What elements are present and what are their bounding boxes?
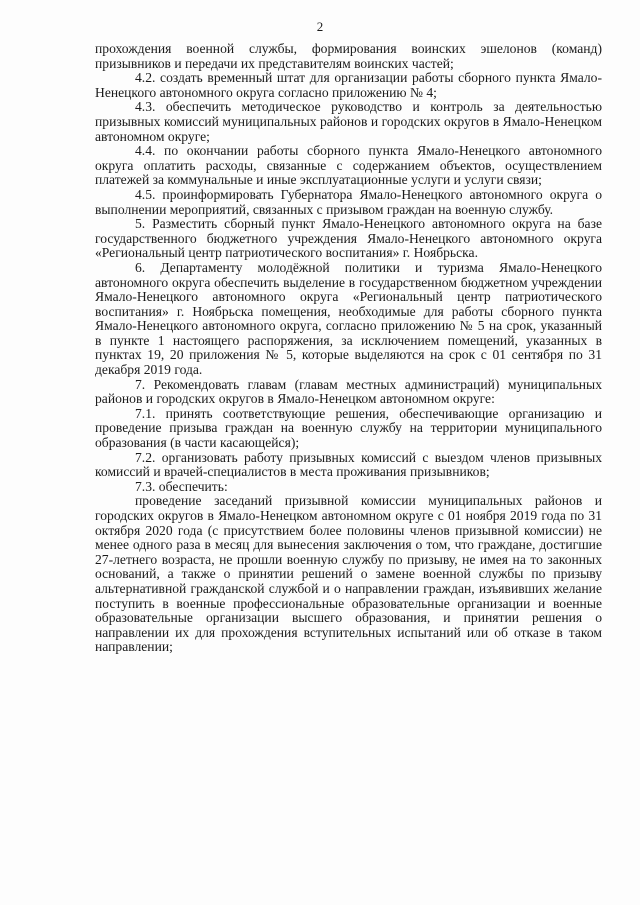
paragraph-5: 5. Разместить сборный пункт Ямало-Ненецкого автономного округа на базе государственного бюджетного учреждения Ямало-Ненецкого автономного округа «Региональный центр патриотического воспитания» г. Ноябрьска. [95, 216, 602, 261]
paragraph-4-2: 4.2. создать временный штат для организации работы сборного пункта Ямало-Ненецкого автономного округа согласно приложению № 4; [95, 70, 602, 100]
paragraph-7: 7. Рекомендовать главам (главам местных администраций) муниципальных районов и городских округов в Ямало-Ненецком автономном округе: [95, 376, 602, 407]
paragraph-7-2: 7.2. организовать работу призывных комиссий с выездом членов призывных комиссий и врачей-специалистов в места проживания призывников; [95, 449, 602, 480]
document-body [95, 42, 602, 655]
paragraph-4-5: 4.5. проинформировать Губернатора Ямало-Ненецкого автономного округа о выполнении мероприятий, связанных с призывом граждан на военную службу. [95, 186, 602, 217]
paragraph-7-3: 7.3. обеспечить: [135, 478, 228, 494]
paragraph-4-4: 4.4. по окончании работы сборного пункта Ямало-Ненецкого автономного округа оплатить расходы, связанные с содержанием объектов, осуществлением платежей за коммунальные и иные эксплуатационные услуги и услуги связи; [95, 143, 602, 188]
page-number: 2 [316, 19, 324, 34]
paragraph: прохождения военной службы, формирования воинских эшелонов (команд) призывников и передачи их представителям воинских частей; [95, 41, 602, 71]
paragraph-6: 6. Департаменту молодёжной политики и туризма Ямало-Ненецкого автономного округа обеспечить выделение в государственном бюджетном учреждении Ямало-Ненецкого автономного округа «Региональный центр патриотического воспитания» г. Ноябрьска помещения, необходимые для работы сборного пункта Ямало-Ненецкого автономного округа, согласно приложению № 5 на срок, указанный в пункте 1 настоящего распоряжения, за исключением помещений, указанных в пунктах 19, 20 приложения № 5, которые выделяются на срок с 01 сентября по 31 декабря 2019 года. [95, 259, 602, 378]
paragraph-4-3: 4.3. обеспечить методическое руководство и контроль за деятельностью призывных комиссий муниципальных районов и городских округов в Ямало-Ненецком автономном округе; [95, 99, 602, 144]
paragraph-7-3-item: проведение заседаний призывной комиссии муниципальных районов и городских округов в Ямало-Ненецком автономном округе с 01 ноября 2019 года по 31 октября 2020 года (с присутствием более половины членов призывной комиссии) не менее одного раза в месяц для вынесения заключения о том, что граждане, достигшие 27-летнего возраста, не прошли военную службу по призыву, не имея на то законных оснований, а также о принятии решений о замене военной службы по призыву альтернативной гражданской службой и о направлении граждан, изъявивших желание поступить в военные профессиональные образовательные организации и военные образовательные организации высшего образования, и принятии решения о направлении их для прохождения вступительных испытаний или об отказе в таком направлении; [95, 493, 602, 655]
paragraph-7-1: 7.1. принять соответствующие решения, обеспечивающие организацию и проведение призыва граждан на военную службу на территории муниципального образования (в части касающейся); [95, 405, 602, 451]
